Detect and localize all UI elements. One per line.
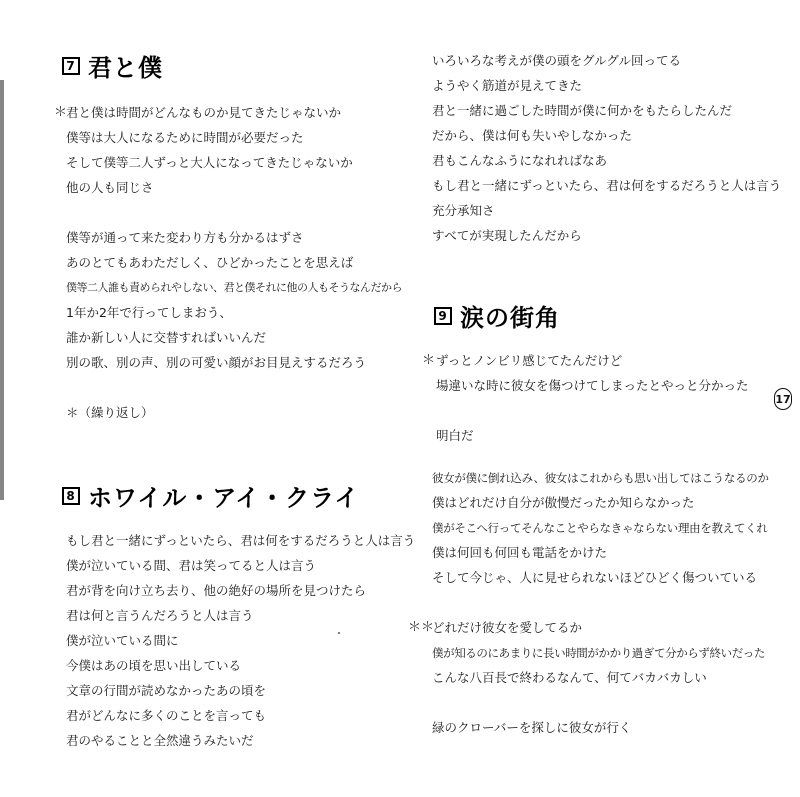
lyric-line: あのとてもあわただしく、ひどかったことを思えば xyxy=(66,255,354,270)
lyric-line: そして僕等二人ずっと大人になってきたじゃないか xyxy=(66,155,353,170)
double-chorus-marker: ＊＊ xyxy=(408,620,435,635)
song-heading-8 xyxy=(62,478,359,513)
lyric-line: どれだけ彼女を愛してるか xyxy=(432,620,583,635)
song-title-9: 涙の街角 xyxy=(460,304,560,332)
chorus-marker: ＊ xyxy=(54,105,68,120)
lyric-line: 1年か2年で行ってしまおう、 xyxy=(66,305,232,320)
lyric-line: 君もこんなふうになれればなあ xyxy=(432,153,608,168)
lyric-line: 別の歌、別の声、別の可愛い顔がお目見えするだろう xyxy=(66,355,367,370)
lyric-line: 僕等は大人になるために時間が必要だった xyxy=(66,130,304,145)
lyric-line: もし君と一緒にずっといたら、君は何をするだろうと人は言う xyxy=(432,178,782,193)
lyric-line: 充分承知さ xyxy=(432,203,495,218)
lyric-line: 緑のクローバーを探しに彼女が行く xyxy=(432,720,632,735)
chorus-marker: ＊ xyxy=(422,353,436,368)
page-number: 17 xyxy=(774,388,792,410)
lyric-line: 場違いな時に彼女を傷つけてしまったとやっと分かった xyxy=(436,378,749,393)
lyric-line: 君は何と言うんだろうと人は言う xyxy=(66,608,254,623)
lyric-line: 君がどんなに多くのことを言っても xyxy=(66,708,267,723)
lyric-line: もし君と一緒にずっといたら、君は何をするだろうと人は言う xyxy=(66,533,416,548)
lyric-line: 僕は何回も何回も電話をかけた xyxy=(432,545,608,560)
track-number-9: 9 xyxy=(434,307,452,325)
repeat-note: ＊（繰り返し） xyxy=(66,405,154,420)
lyric-line: すべてが実現したんだから xyxy=(432,228,582,243)
lyric-line: 僕はどれだけ自分が傲慢だったか知らなかった xyxy=(432,495,695,510)
lyric-line: 明白だ xyxy=(436,428,474,443)
lyric-line: ずっとノンビリ感じてたんだけど xyxy=(436,353,623,368)
lyric-line: 僕がそこへ行ってそんなことやらなきゃならない理由を教えてくれ xyxy=(432,521,768,535)
lyric-line: 僕が泣いている間、君は笑ってると人は言う xyxy=(66,558,317,573)
lyric-line: 今僕はあの頃を思い出している xyxy=(66,658,242,673)
lyric-line: そして今じゃ、人に見せられないほどひどく傷ついている xyxy=(432,570,758,585)
lyric-line: 僕等二人誰も責められやしない、君と僕それに他の人もそうなんだから xyxy=(66,281,402,294)
lyric-line: 僕が泣いている間に xyxy=(66,633,179,648)
lyric-line: 他の人も同じさ xyxy=(66,180,154,195)
lyric-line: こんな八百長で終わるなんて、何てバカバカしい xyxy=(432,670,707,685)
lyric-line: 君のやることと全然違うみたいだ xyxy=(66,733,254,748)
lyric-line: ようやく筋道が見えてきた xyxy=(432,78,583,93)
song-title-7: 君と僕 xyxy=(88,54,163,82)
lyric-line: 君と一緒に過ごした時間が僕に何かをもたらしたんだ xyxy=(432,103,733,118)
print-speck xyxy=(338,632,340,634)
song-heading-9 xyxy=(434,298,560,333)
lyric-line: 誰か新しい人に交替すればいいんだ xyxy=(66,330,267,345)
track-number-8: 8 xyxy=(62,487,80,505)
lyric-line: 僕が知るのにあまりに長い時間がかかり過ぎて分からず終いだった xyxy=(432,646,765,660)
lyric-line: 僕等が通って来た変わり方も分かるはずさ xyxy=(66,230,304,245)
song-heading-7 xyxy=(62,48,163,83)
lyric-line: いろいろな考えが僕の頭をグルグル回ってる xyxy=(432,53,682,68)
lyric-line: 君が背を向け立ち去り、他の絶好の場所を見つけたら xyxy=(66,583,367,598)
binding-edge xyxy=(0,80,4,500)
lyric-line: 文章の行間が読めなかったあの頃を xyxy=(66,683,267,698)
song-title-8: ホワイル・アイ・クライ xyxy=(88,484,360,512)
lyric-line: 君と僕は時間がどんなものか見てきたじゃないか xyxy=(66,105,342,120)
lyric-line: 彼女が僕に倒れ込み、彼女はこれからも思い出してはこうなるのか xyxy=(432,471,769,485)
track-number-7: 7 xyxy=(62,57,80,75)
lyric-line: だから、僕は何も失いやしなかった xyxy=(432,128,633,143)
